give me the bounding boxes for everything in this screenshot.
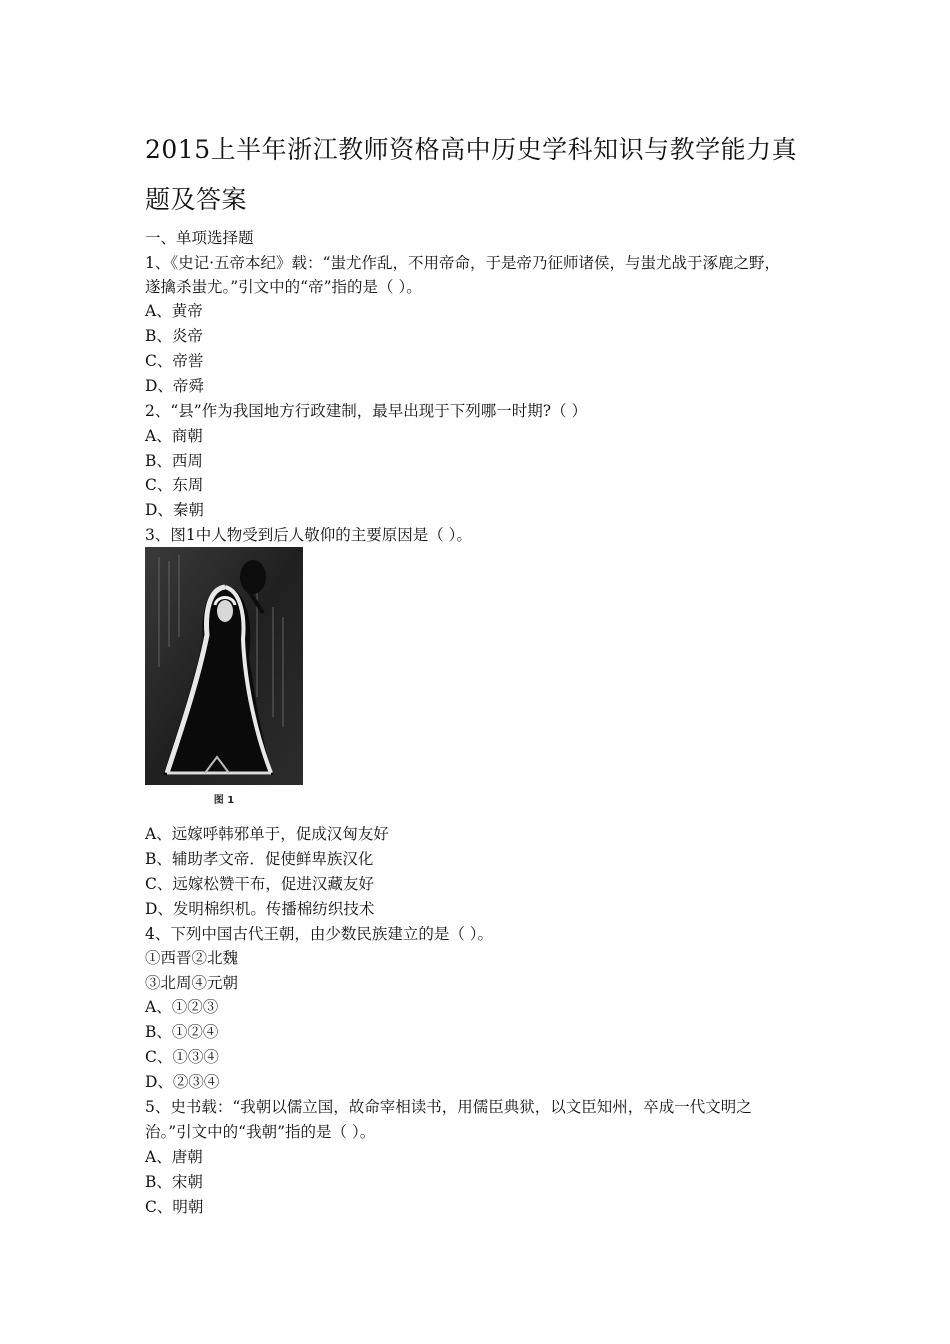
question-4-option-d: D、②③④ xyxy=(145,1073,220,1091)
figure-1-image xyxy=(145,547,303,785)
figure-1 xyxy=(145,547,303,805)
question-5-option-b: B、宋朝 xyxy=(145,1173,203,1191)
question-4-items-2: ③北周④元朝 xyxy=(145,974,239,992)
question-5-text-cont: 治。”引文中的“我朝”指的是（ ）。 xyxy=(145,1123,376,1141)
question-1-option-b: B、炎帝 xyxy=(145,327,203,345)
question-1-text: 1、《史记·五帝本纪》载：“蚩尤作乱，不用帝命，于是帝乃征师诸侯，与蚩尤战于涿鹿之野， xyxy=(145,254,780,272)
question-3-text: 3、图1中人物受到后人敬仰的主要原因是（ ）。 xyxy=(145,526,472,544)
document-title-line-2: 题及答案 xyxy=(145,185,248,214)
question-3-option-c: C、远嫁松赞干布，促进汉藏友好 xyxy=(145,875,374,893)
section-heading: 一、单项选择题 xyxy=(145,229,254,247)
question-1-text-cont: 遂擒杀蚩尤。”引文中的“帝”指的是（ ）。 xyxy=(145,278,422,296)
question-1-option-a: A、黄帝 xyxy=(145,302,203,320)
figure-1-caption: 图 1 xyxy=(213,795,235,806)
question-2-option-b: B、西周 xyxy=(145,452,203,470)
question-5-text: 5、史书载：“我朝以儒立国，故命宰相读书，用儒臣典狱，以文臣知州，卒成一代文明之 xyxy=(145,1098,752,1116)
question-3-option-b: B、辅助孝文帝．促使鲜卑族汉化 xyxy=(145,850,374,868)
question-4-items-1: ①西晋②北魏 xyxy=(145,949,239,967)
question-3-option-d: D、发明棉织机。传播棉纺织技术 xyxy=(145,900,375,918)
question-1-option-d: D、帝舜 xyxy=(145,377,204,395)
question-2-option-d: D、秦朝 xyxy=(145,501,204,519)
question-4-option-a: A、①②③ xyxy=(145,998,219,1016)
question-1-option-c: C、帝喾 xyxy=(145,352,204,370)
question-4-text: 4、下列中国古代王朝，由少数民族建立的是（ ）。 xyxy=(145,925,494,943)
question-5-option-a: A、唐朝 xyxy=(145,1148,203,1166)
question-2-option-a: A、商朝 xyxy=(145,427,203,445)
question-2-text: 2、“县”作为我国地方行政建制，最早出现于下列哪一时期?（ ） xyxy=(145,402,587,420)
question-4-option-c: C、①③④ xyxy=(145,1048,219,1066)
question-4-option-b: B、①②④ xyxy=(145,1023,219,1041)
question-3-option-a: A、远嫁呼韩邪单于，促成汉匈友好 xyxy=(145,825,389,843)
question-5-option-c: C、明朝 xyxy=(145,1198,204,1216)
question-2-option-c: C、东周 xyxy=(145,476,204,494)
document-title-line-1: 2015上半年浙江教师资格高中历史学科知识与教学能力真 xyxy=(145,135,798,164)
